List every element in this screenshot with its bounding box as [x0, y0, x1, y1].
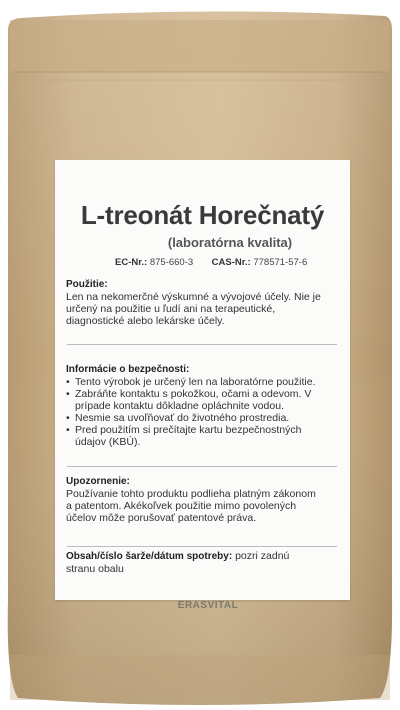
list-item: • Nesmie sa uvoľňovať do životného prostredia.	[75, 412, 321, 424]
divider	[67, 546, 337, 547]
divider	[67, 344, 337, 345]
product-subtitle: (laboratórna kvalita)	[167, 235, 293, 250]
usage-text: Len na nekomerčné výskumné a vývojové účely. Nie je určený na použitie u ľudí ani na terapeutické, diagnostické alebo lekárske účely.	[66, 291, 321, 327]
batch-label: Obsah/číslo šarže/dátum spotreby:	[66, 551, 233, 562]
warning-text: Používanie tohto produktu podlieha platným zákonom a patentom. Akékoľvek použitie mimo povolených účelov môže porušovať patentové práva.	[66, 488, 316, 524]
list-item: • Pred použitím si prečítajte kartu bezpečnostných údajov (KBÚ).	[75, 424, 321, 448]
product-label	[55, 160, 350, 611]
registry-codes	[115, 257, 307, 268]
list-item: • Zabráňte kontaktu s pokožkou, očami a odevom. V prípade kontaktu dôkladne opláchnite vodou.	[75, 388, 321, 412]
bottom-seal	[10, 655, 390, 700]
batch-value: pozri zadnú stranu obalu	[66, 550, 290, 575]
usage-heading: Použitie:	[66, 279, 108, 290]
safety-heading: Informácie o bezpečnosti:	[66, 364, 190, 375]
warning-heading: Upozornenie:	[66, 476, 130, 487]
ec-value: 875-660-3	[149, 257, 194, 268]
cas-label: CAS-Nr.:	[211, 257, 251, 268]
brand-logo: ERASVITAL	[177, 600, 239, 611]
safety-section	[66, 364, 321, 448]
batch-section	[66, 550, 321, 575]
top-seal	[10, 20, 390, 72]
warning-section	[66, 476, 321, 524]
list-item: • Tento výrobok je určený len na laboratórne použitie.	[75, 376, 321, 388]
cas-value: 778571-57-6	[253, 257, 308, 268]
safety-list	[66, 376, 321, 448]
divider	[67, 466, 337, 467]
usage-section	[66, 279, 321, 327]
product-title: L-treonát Horečnatý	[80, 200, 325, 230]
ec-label: EC-Nr.:	[115, 257, 148, 268]
